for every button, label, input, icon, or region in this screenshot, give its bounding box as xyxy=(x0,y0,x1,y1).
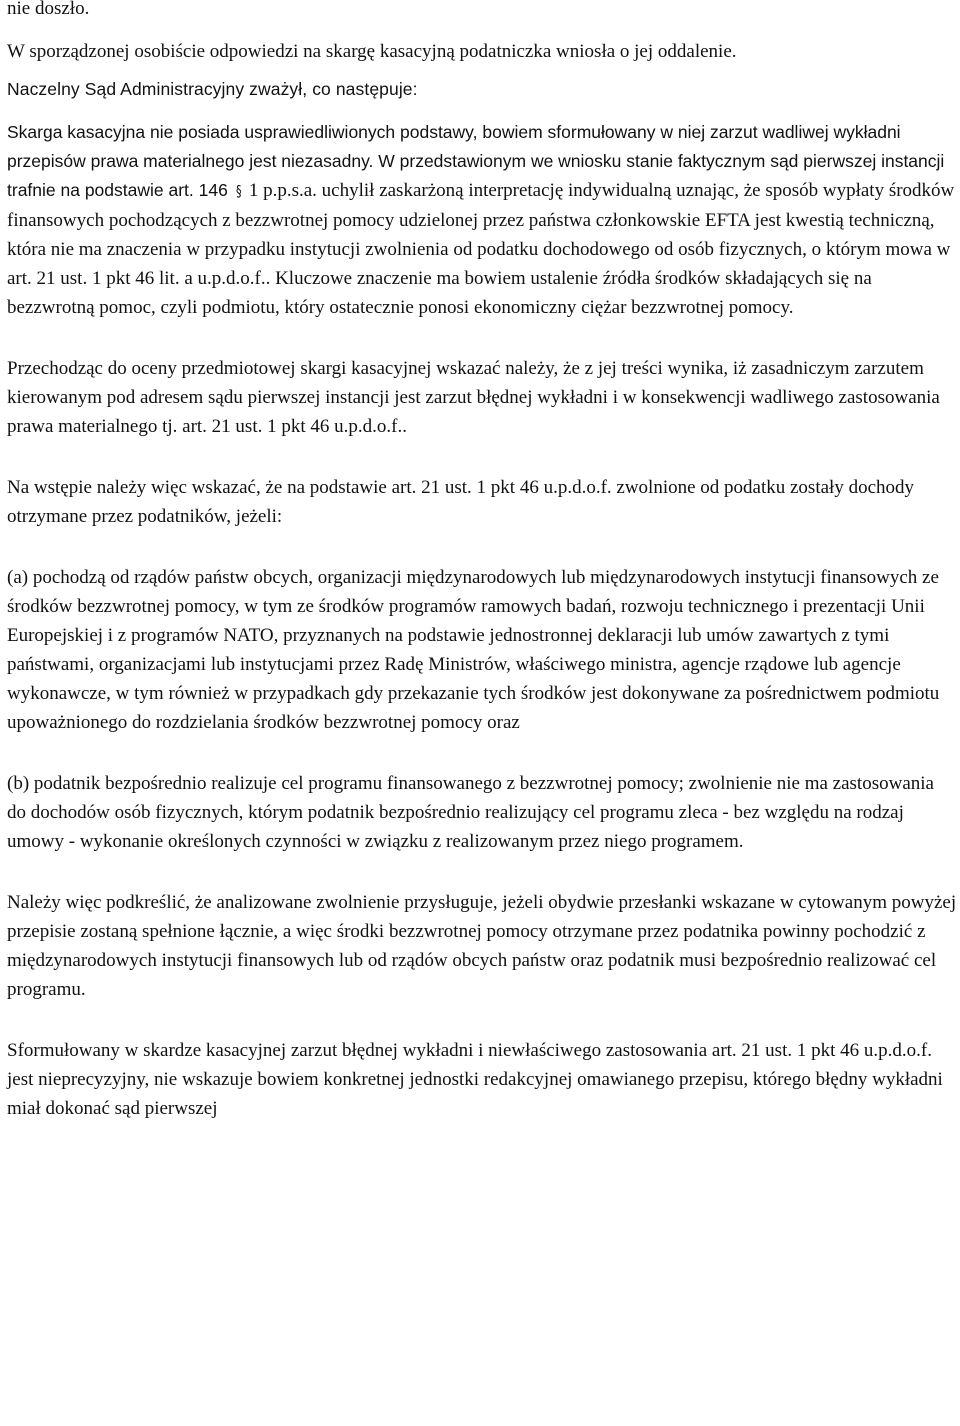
paragraph-response: W sporządzonej osobiście odpowiedzi na skargę kasacyjną podatniczka wniosła o jej oddalenie. xyxy=(7,41,737,62)
document-page xyxy=(7,0,957,1155)
paragraph-objection: Sformułowany w skardze kasacyjnej zarzut błędnej wykładni i niewłaściwego zastosowania art. 21 ust. 1 pkt 46 u.p.d.o.f. jest nieprecyzyjny, nie wskazuje bowiem konkretnej jednostki redakcyjnej omawianego przepisu, którego błędny wykładni miał dokonać sąd pierwszej xyxy=(7,1040,943,1119)
paragraph-intro: nie doszło. xyxy=(7,0,90,19)
paragraph-assessment-part1: Skarga kasacyjna nie posiada usprawiedliwionych podstawy, bowiem sformułowany w niej zarzut wadliwej wykładni przepisów prawa materialnego jest niezasadny. W przedstawionym we wniosku stanie faktycznym sąd pierwszej instancji trafnie na podstawie art. 146 xyxy=(7,122,945,200)
paragraph-condition-b: (b) podatnik bezpośrednio realizuje cel programu finansowanego z bezzwrotnej pomocy; zwolnienie nie ma zastosowania do dochodów osób fizycznych, którym podatnik bezpośrednio realizujący cel programu zleca - bez względu na rodzaj umowy - wykonanie określonych czynności w związku z realizowanym przez niego programem. xyxy=(7,773,934,852)
paragraph-assessment xyxy=(7,118,957,322)
paragraph-legal-basis: Na wstępie należy więc wskazać, że na podstawie art. 21 ust. 1 pkt 46 u.p.d.o.f. zwolnione od podatku zostały dochody otrzymane przez podatników, jeżeli: xyxy=(7,477,914,527)
paragraph-condition-a: (a) pochodzą od rządów państw obcych, organizacji międzynarodowych lub międzynarodowych instytucji finansowych ze środków bezzwrotnej pomocy, w tym ze środków programów ramowych badań, rozwoju technicznego i prezentacji Unii Europejskiej i z programów NATO, przyznanych na podstawie jednostronnej deklaracji lub umów zawartych z tymi państwami, organizacjami lub instytucjami przez Radę Ministrów, właściwego ministra, agencje rządowe lub agencje wykonawcze, w tym również w przypadkach gdy przekazanie tych środków jest dokonywane za pośrednictwem podmiotu upoważnionego do rozdzielania środków bezzwrotnej pomocy oraz xyxy=(7,567,940,733)
paragraph-evaluation: Przechodząc do oceny przedmiotowej skargi kasacyjnej wskazać należy, że z jej treści wynika, iż zasadniczym zarzutem kierowanym pod adresem sądu pierwszej instancji jest zarzut błędnej wykładni i w konsekwencji wadliwego zastosowania prawa materialnego tj. art. 21 ust. 1 pkt 46 u.p.d.o.f.. xyxy=(7,358,940,437)
paragraph-emphasis: Należy więc podkreślić, że analizowane zwolnienie przysługuje, jeżeli obydwie przesłanki wskazane w cytowanym powyżej przepisie zostaną spełnione łącznie, a więc środki bezzwrotnej pomocy otrzymane przez podatnika powinny pochodzić z międzynarodowych instytucji finansowych lub od rządów obcych państw oraz podatnik musi bezpośrednio realizować cel programu. xyxy=(7,892,957,1000)
paragraph-assessment-part2: 1 p.p.s.a. uchylił zaskarżoną interpretację indywidualną uznając, że sposób wypłaty środków finansowych pochodzących z bezzwrotnej pomocy udzielonej przez państwa członkowskie EFTA jest kwestią techniczną, która nie ma znaczenia w przypadku instytucji zwolnienia od podatku dochodowego od osób fizycznych, o którym mowa w art. 21 ust. 1 pkt 46 lit. a u.p.d.o.f.. Kluczowe znaczenie ma bowiem ustalenie źródła środków składających się na bezzwrotną pomoc, czyli podmiotu, który ostatecznie ponosi ekonomiczny ciężar bezzwrotnej pomocy. xyxy=(7,180,955,318)
paragraph-court-heading: Naczelny Sąd Administracyjny zważył, co następuje: xyxy=(7,79,418,99)
section-symbol: § xyxy=(235,182,242,200)
